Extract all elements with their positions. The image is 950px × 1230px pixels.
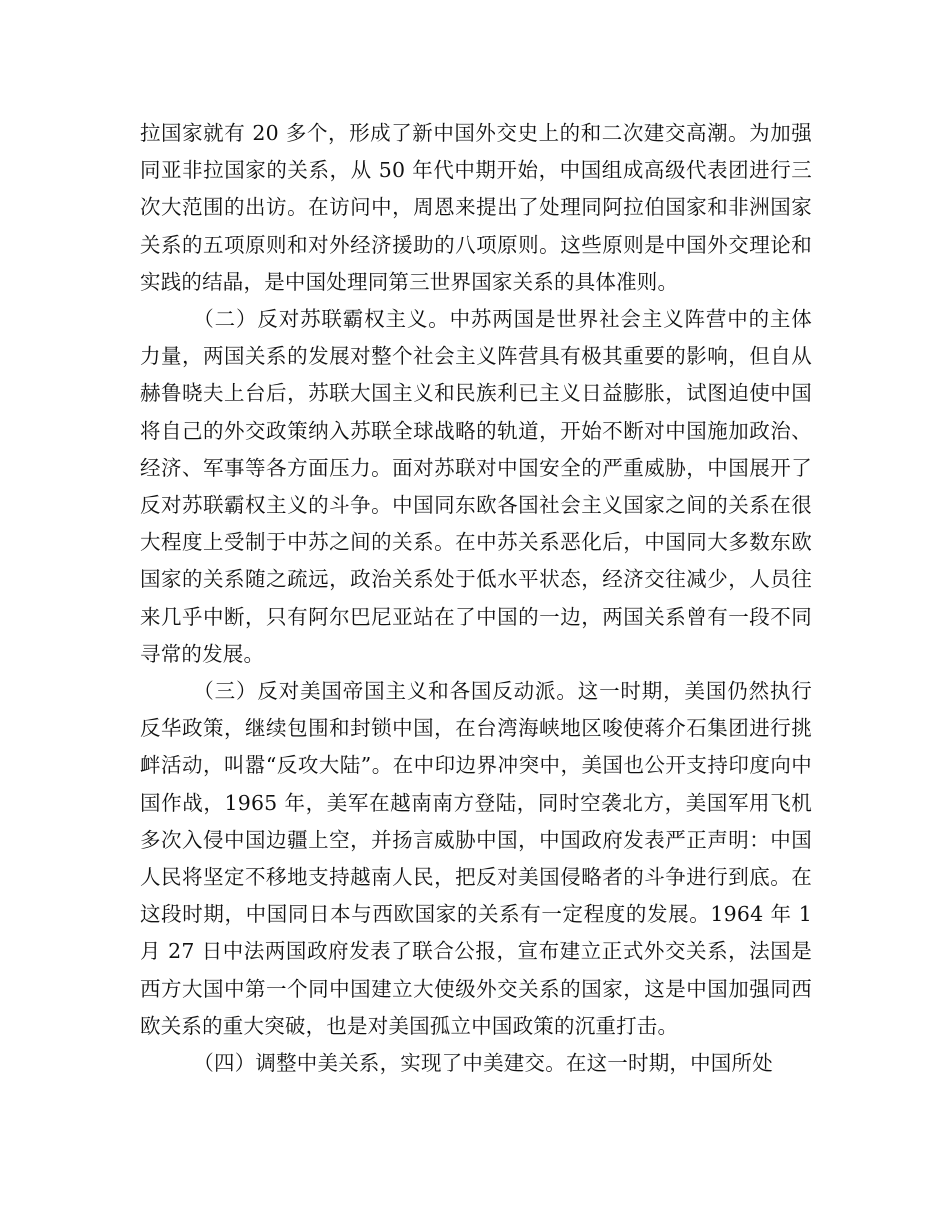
paragraph-section-four: （四）调整中美关系，实现了中美建交。在这一时期，中国所处 bbox=[193, 1051, 773, 1076]
paragraph-section-three: （三）反对美国帝国主义和各国反动派。这一时期，美国仍然执行反华政策，继续包围和封锁中国，在台湾海峡地区唆使蒋介石集团进行挑衅活动，叫嚣“反攻大陆”。在中印边界冲突中，美国也公开支持印度向中国作战，1965 年，美军在越南南方登陆，同时空袭北方，美国军用飞机多次入侵中国边疆上空，并扬言威胁中国，中国政府发表严正声明：中国人民将坚定不移地支持越南人民，把反对美国侵略者的斗争进行到底。在这段时期，中国同日本与西欧国家的关系有一定程度的发展。1964 年 1 月 27 日中法两国政府发表了联合公报，宣布建立正式外交关系，法国是西方大国中第一个同中国建立大使级外交关系的国家，这是中国加强同西欧关系的重大突破，也是对美国孤立中国政策的沉重打击。 bbox=[140, 679, 812, 1038]
paragraph-continued: 拉国家就有 20 多个，形成了新中国外交史上的和二次建交高潮。为加强同亚非拉国家的关系，从 50 年代中期开始，中国组成高级代表团进行三次大范围的出访。在访问中，周恩来提出了处理同阿拉伯国家和非洲国家关系的五项原则和对外经济援助的八项原则。这些原则是中国外交理论和实践的结晶，是中国处理同第三世界国家关系的具体准则。 bbox=[140, 121, 812, 294]
document-body bbox=[140, 115, 812, 1082]
paragraph-section-two: （二）反对苏联霸权主义。中苏两国是世界社会主义阵营中的主体力量，两国关系的发展对整个社会主义阵营具有极其重要的影响，但自从赫鲁晓夫上台后，苏联大国主义和民族利已主义日益膨胀，试图迫使中国将自己的外交政策纳入苏联全球战略的轨道，开始不断对中国施加政治、经济、军事等各方面压力。面对苏联对中国安全的严重威胁，中国展开了反对苏联霸权主义的斗争。中国同东欧各国社会主义国家之间的关系在很大程度上受制于中苏之间的关系。在中苏关系恶化后，中国同大多数东欧国家的关系随之疏远，政治关系处于低水平状态，经济交往减少，人员往来几乎中断，只有阿尔巴尼亚站在了中国的一边，两国关系曾有一段不同寻常的发展。 bbox=[140, 307, 812, 666]
